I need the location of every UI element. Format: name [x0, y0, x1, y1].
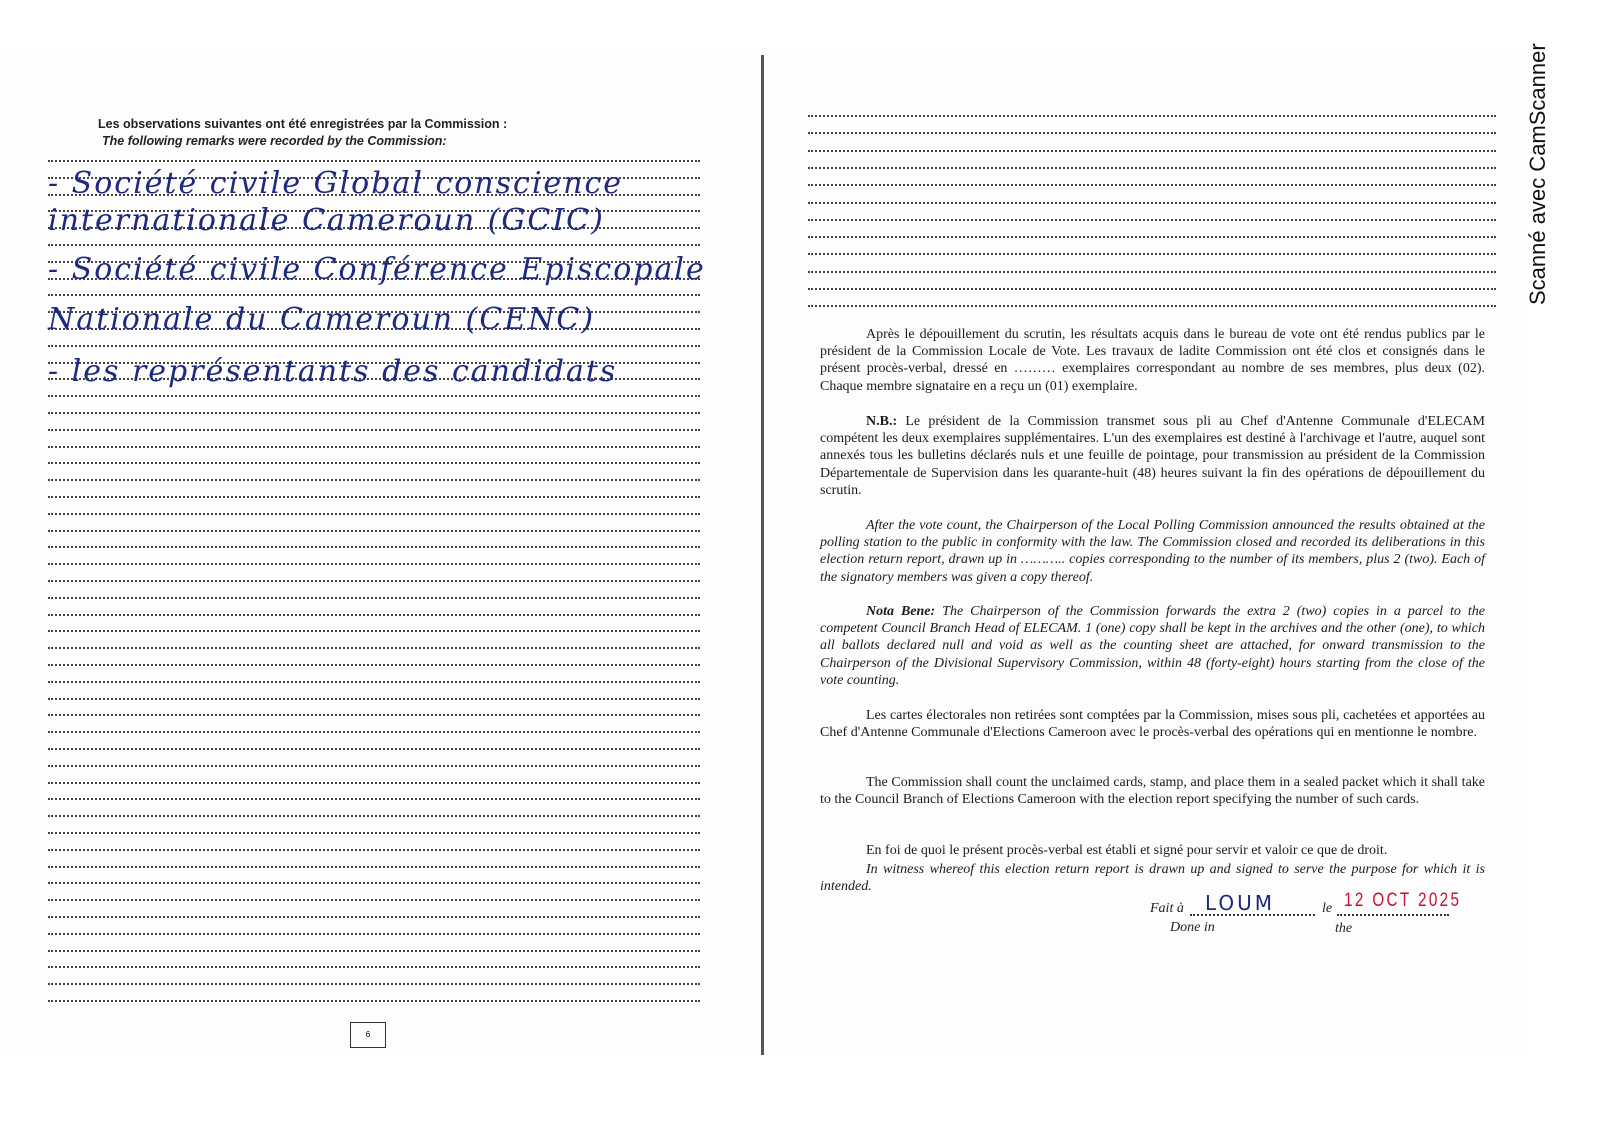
dotted-line	[48, 412, 700, 414]
paragraph-text: The Commission shall count the unclaimed cards, stamp, and place them in a sealed packet which it shall take to the Council Branch of Elections Cameroon with the election report specifying the number of such cards.	[820, 775, 1485, 808]
dotted-line	[48, 798, 700, 800]
paragraph-text: Après le dépouillement du scrutin, les résultats acquis dans le bureau de vote ont été rendus publics par le président de la Commission Locale de Vote. Les travaux de ladite Commission ont été clos et consignés dans le présent procès-verbal, dressé en ……… exemplaires correspondant au nombre de ses membres, plus deux (02). Chaque membre signataire en a reçu un (01) exemplaire.	[820, 327, 1485, 394]
closing-en: In witness whereof this election return report is drawn up and signed to serve the purpose for which it is intended.	[820, 862, 1485, 895]
dotted-line	[48, 899, 700, 901]
closing-fr: En foi de quoi le présent procès-verbal est établi et signé pour servir et valoir ce que de droit.	[866, 843, 1388, 858]
dotted-line	[808, 202, 1496, 204]
dotted-line	[48, 513, 700, 515]
handwritten-remark: Nationale du Cameroun (CENC)	[48, 302, 596, 337]
dotted-line	[48, 1000, 700, 1002]
paragraph-lead: Nota Bene:	[866, 604, 936, 619]
dotted-line	[48, 160, 700, 162]
dotted-line	[48, 462, 700, 464]
dotted-line	[48, 630, 700, 632]
remarks-header-fr: Les observations suivantes ont été enregistrées par la Commission :	[98, 117, 508, 131]
handwritten-remark: internationale Cameroun (GCIC)	[48, 203, 605, 238]
dotted-line	[48, 395, 700, 397]
dotted-line	[48, 950, 700, 952]
dotted-line	[48, 530, 700, 532]
dotted-line	[48, 429, 700, 431]
dotted-line	[48, 748, 700, 750]
page-number: 6	[350, 1022, 386, 1048]
paragraph-text: The Chairperson of the Commission forwards the extra 2 (two) copies in a parcel to the competent Council Branch Head of ELECAM. 1 (one) copy shall be kept in the archives and the other (one), to which all ballots declared null and void as well as the counting sheet are attached, for onward transmission to the Chairperson of the Divisional Supervisory Commission, within 48 (forty-eight) hours starting from the close of the vote counting.	[820, 604, 1485, 688]
paragraph-nb-fr	[820, 413, 1485, 499]
dotted-line	[808, 219, 1496, 221]
dotted-line	[808, 253, 1496, 255]
date-line	[1337, 914, 1449, 916]
dotted-line	[48, 563, 700, 565]
remarks-header-en: The following remarks were recorded by the Commission:	[102, 134, 447, 148]
dotted-line	[808, 115, 1496, 117]
paragraph-cards-en	[820, 774, 1485, 808]
dotted-line	[48, 614, 700, 616]
paragraph-nb-en	[820, 603, 1485, 689]
dotted-line	[48, 966, 700, 968]
paragraph-text: Le président de la Commission transmet sous pli au Chef d'Antenne Communale d'ELECAM compétent les deux exemplaires supplémentaires. L'un des exemplaires est destiné à l'archivage et l'autre, auquel sont annexés tous les bulletins déclarés nuls et une feuille de pointage, pour transmission au président de la Commission Départementale de Supervision dans les quarante-huit (48) heures suivant la fin des opérations de dépouillement du scrutin.	[820, 414, 1485, 498]
dotted-line	[48, 647, 700, 649]
dotted-line	[48, 983, 700, 985]
le-label: le	[1322, 901, 1333, 916]
handwritten-remark: - Société civile Conférence Episcopale	[48, 252, 706, 287]
dotted-line	[808, 167, 1496, 169]
dotted-line	[808, 271, 1496, 273]
dotted-line	[48, 916, 700, 918]
dotted-line	[48, 496, 700, 498]
dotted-line	[808, 150, 1496, 152]
dotted-line	[48, 446, 700, 448]
paragraph-results-fr	[820, 326, 1485, 395]
dotted-line	[808, 236, 1496, 238]
fait-label: Fait à	[1150, 901, 1184, 916]
done-in-label: Done in	[1170, 920, 1215, 935]
handwritten-remark: - les représentants des candidats	[48, 354, 618, 389]
paragraph-lead: N.B.:	[866, 414, 898, 429]
dotted-line	[48, 832, 700, 834]
the-label: the	[1335, 921, 1353, 936]
dotted-line	[48, 479, 700, 481]
dotted-line	[808, 305, 1496, 307]
paragraph-text: Les cartes électorales non retirées sont comptées par la Commission, mises sous pli, cachetées et apportées au Chef d'Antenne Communale d'Elections Cameroon avec le procès-verbal des opérations qui en mentionne le nombre.	[820, 708, 1485, 741]
dotted-line	[48, 765, 700, 767]
dotted-line	[48, 815, 700, 817]
date-stamp: 12 OCT 2025	[1344, 890, 1462, 911]
camscanner-watermark: Scanné avec CamScanner	[1525, 43, 1550, 305]
dotted-line	[48, 698, 700, 700]
paragraph-results-en	[820, 517, 1485, 586]
dotted-line	[48, 849, 700, 851]
dotted-line	[48, 244, 700, 246]
dotted-line	[48, 681, 700, 683]
paragraph-text: After the vote count, the Chairperson of the Local Polling Commission announced the results obtained at the polling station to the public in conformity with the law. The Commission closed and recorded its deliberations in this election return report, drawn up in ……….. copies corresponding to the number of its members, plus 2 (two). Each of the signatory members was given a copy thereof.	[820, 518, 1485, 585]
dotted-line	[808, 288, 1496, 290]
dotted-line	[48, 731, 700, 733]
handwritten-remark: - Société civile Global conscience	[48, 166, 624, 201]
dotted-line	[48, 546, 700, 548]
dotted-line	[48, 714, 700, 716]
dotted-line	[48, 597, 700, 599]
place-handwritten: LOUM	[1205, 891, 1276, 915]
dotted-line	[808, 184, 1496, 186]
dotted-line	[48, 580, 700, 582]
dotted-line	[48, 866, 700, 868]
page-spine	[761, 55, 764, 1055]
dotted-line	[48, 933, 700, 935]
dotted-line	[48, 882, 700, 884]
dotted-line	[48, 664, 700, 666]
dotted-line	[48, 782, 700, 784]
dotted-line	[48, 345, 700, 347]
dotted-line	[808, 132, 1496, 134]
paragraph-cards-fr	[820, 707, 1485, 741]
dotted-line	[48, 294, 700, 296]
